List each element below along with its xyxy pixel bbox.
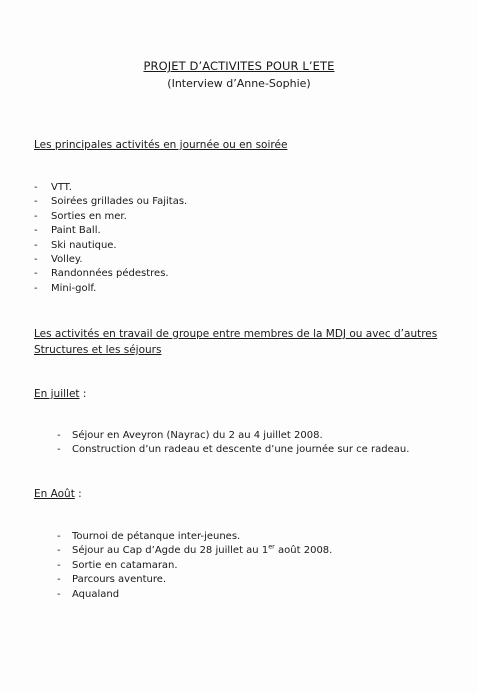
list-item <box>34 181 434 195</box>
list-item <box>34 282 434 296</box>
july-heading <box>34 387 86 401</box>
list-item-text: Sorties en mer. <box>51 210 127 222</box>
section2-heading-line2: Structures et les séjours <box>34 344 162 356</box>
section1-activity-list <box>34 181 434 296</box>
list-item-text: Tournoi de pétanque inter-jeunes. <box>72 531 241 542</box>
list-item <box>34 210 434 224</box>
list-dash: - <box>34 282 38 294</box>
list-item-text: Séjour en Aveyron (Nayrac) du 2 au 4 juillet 2008. <box>72 430 323 441</box>
list-item <box>57 443 457 457</box>
list-item-text: Aqualand <box>72 588 120 600</box>
list-item <box>34 239 434 253</box>
list-item <box>34 195 434 209</box>
list-item-text: Volley. <box>51 253 83 265</box>
august-label-suffix: : <box>74 488 82 500</box>
list-item-text: Paint Ball. <box>51 225 101 237</box>
list-item-text: Randonnées pédestres. <box>51 268 169 280</box>
ordinal-superscript: er <box>268 543 275 552</box>
list-item <box>57 588 457 602</box>
list-item <box>34 224 434 238</box>
list-item <box>57 530 457 544</box>
list-item-text: Sortie en catamaran. <box>72 559 178 571</box>
list-dash: - <box>34 268 38 280</box>
section2-heading <box>34 326 464 358</box>
list-dash: - <box>34 182 38 193</box>
list-item <box>34 267 434 281</box>
list-item-text: Mini-golf. <box>51 282 97 294</box>
august-heading <box>34 487 82 501</box>
list-item-text: Soirées grillades ou Fajitas. <box>51 196 188 208</box>
list-item-text: Construction d’un radeau et descente d’une journée sur ce radeau. <box>72 444 410 456</box>
list-dash: - <box>57 588 61 600</box>
august-activity-list <box>57 530 457 602</box>
list-dash: - <box>34 196 38 208</box>
list-dash: - <box>57 559 61 571</box>
list-item <box>57 429 457 443</box>
list-dash: - <box>57 444 61 456</box>
list-item <box>34 253 434 267</box>
list-dash: - <box>34 239 38 251</box>
list-dash: - <box>57 531 61 542</box>
list-dash: - <box>57 430 61 441</box>
july-label: En juillet <box>34 388 80 400</box>
list-item <box>57 559 457 573</box>
list-item-text: Ski nautique. <box>51 239 117 251</box>
list-item <box>57 573 457 587</box>
list-item <box>57 544 457 558</box>
list-item-text: Parcours aventure. <box>72 574 167 586</box>
list-item-text-main: Séjour au Cap d’Agde du 28 juillet au 1 <box>72 545 269 557</box>
list-dash: - <box>57 574 61 586</box>
list-item-text-tail: août 2008. <box>274 545 333 557</box>
list-item-text <box>72 544 332 558</box>
list-dash: - <box>34 253 38 265</box>
august-label: En Août <box>34 488 75 500</box>
list-item-text: VTT. <box>51 182 72 193</box>
july-activity-list <box>57 429 457 458</box>
document-subtitle: (Interview d’Anne-Sophie) <box>167 77 311 90</box>
july-label-suffix: : <box>79 388 87 400</box>
list-dash: - <box>57 545 61 557</box>
section1-heading: Les principales activités en journée ou en soirée <box>34 139 288 151</box>
document-title: PROJET D’ACTIVITES POUR L’ETE <box>143 59 335 73</box>
list-dash: - <box>34 210 38 222</box>
section2-heading-line1: Les activités en travail de groupe entre membres de la MDJ ou avec d’autres <box>34 328 438 340</box>
list-dash: - <box>34 225 38 237</box>
